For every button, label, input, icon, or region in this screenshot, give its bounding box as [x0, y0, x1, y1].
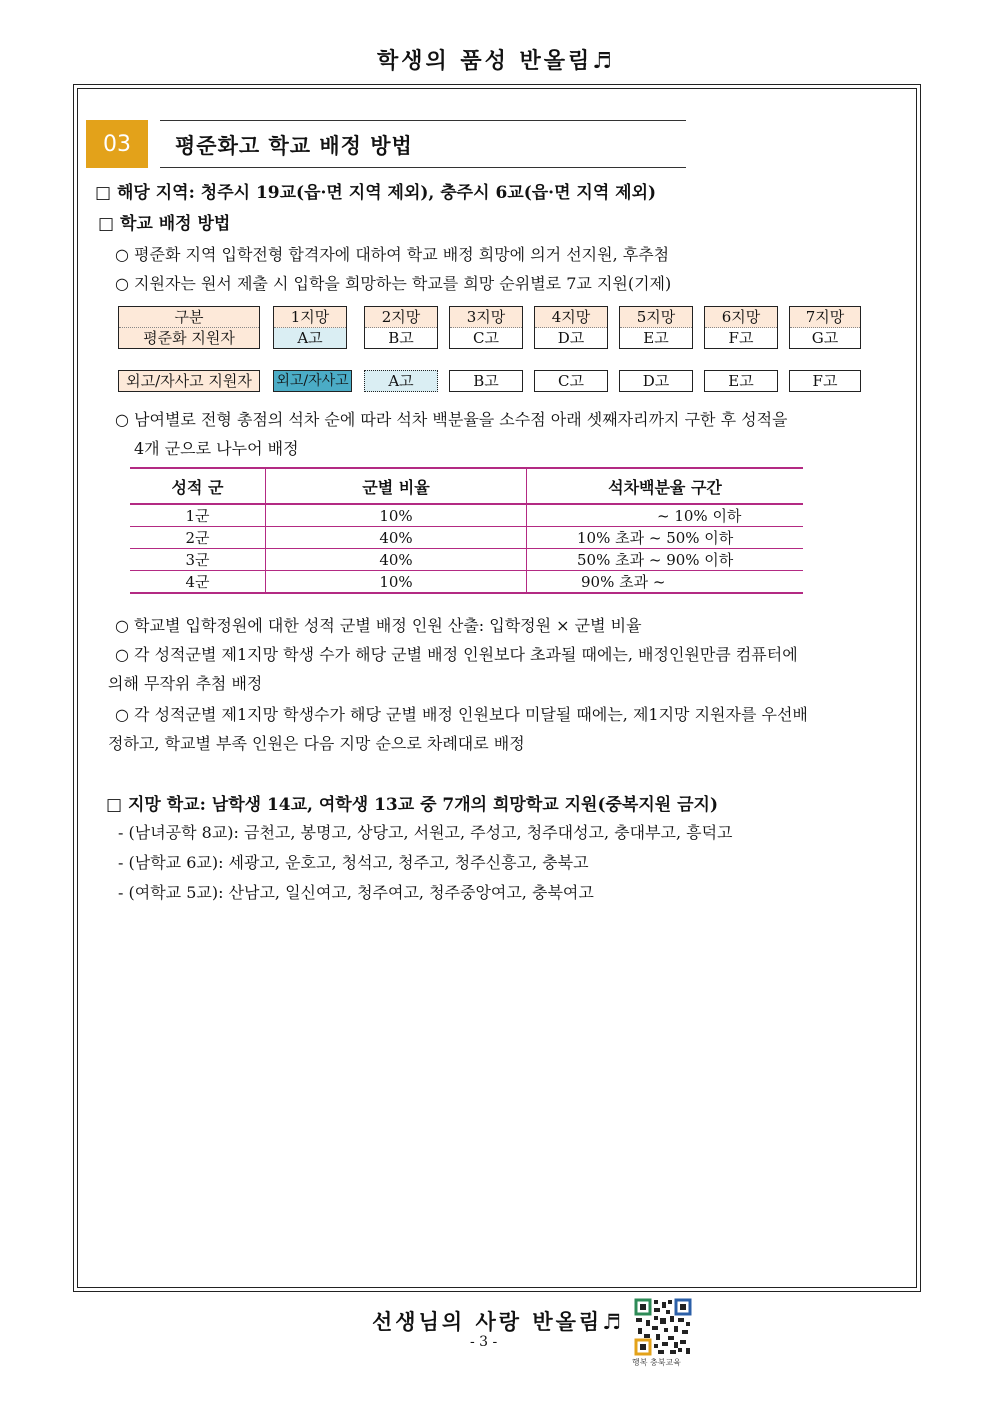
special-school-cell: D고	[619, 370, 693, 392]
choice-header-label: 구분	[119, 307, 259, 328]
ranking-line-1: ○ 남여별로 전형 총점의 석차 순에 따라 석차 백분율을 소수점 아래 셋째자리까지 구한 후 성적을	[115, 410, 788, 429]
score-group-table	[130, 467, 803, 594]
rule-2-line-1: ○ 각 성적군별 제1지망 학생 수가 해당 군별 배정 인원보다 초과될 때에는, 배정인원만큼 컴퓨터에	[115, 645, 798, 664]
girls-schools: - (여학교 5교): 산남고, 일신여고, 청주여고, 청주중앙여고, 충북여고	[118, 883, 594, 902]
choice-cell-3	[449, 306, 523, 349]
choice-school: A고	[274, 328, 346, 348]
range-cell: 50% 초과 ~ 90% 이하	[527, 549, 804, 571]
section-title: 평준화고 학교 배정 방법	[175, 133, 413, 158]
choice-school: B고	[388, 329, 414, 347]
group-cell: 4군	[130, 571, 266, 594]
choice-cell-4	[534, 306, 608, 349]
special-first-cell: 외고/자사고	[273, 370, 352, 392]
range-col-header: 석차백분율 구간	[527, 468, 804, 504]
rule-1: ○ 학교별 입학정원에 대한 성적 군별 배정 인원 산출: 입학정원 × 군별 비율	[115, 616, 642, 635]
section-top-rule	[160, 120, 686, 121]
choice-school: E고	[643, 329, 669, 347]
section-bottom-rule	[160, 167, 686, 168]
choice-rank: 3지망	[450, 307, 522, 328]
table-row	[130, 549, 803, 571]
range-cell: ~ 10% 이하	[527, 504, 804, 527]
special-school-cell: A고	[364, 370, 438, 392]
group-cell: 2군	[130, 527, 266, 549]
footer-title: 선생님의 사랑 반올림♬	[372, 1309, 625, 1334]
choice-school: C고	[473, 329, 499, 347]
choice-school: D고	[557, 329, 585, 347]
choice-rank: 6지망	[705, 307, 777, 328]
method-bullet-2: ○ 지원자는 원서 제출 시 입학을 희망하는 학교를 희망 순위별로 7교 지원(기제)	[115, 274, 672, 293]
page-header-title: 학생의 품성 반올림♬	[376, 48, 616, 74]
ratio-col-header: 군별 비율	[266, 468, 527, 504]
choice-rank: 7지망	[790, 307, 860, 328]
choice-rank: 5지망	[620, 307, 692, 328]
method-heading: □ 학교 배정 방법	[98, 214, 231, 234]
boys-schools: - (남학교 6교): 세광고, 운호고, 청석고, 청주고, 청주신흥고, 충북고	[118, 853, 589, 872]
choice-cell-2	[364, 306, 438, 349]
choice-cell-5	[619, 306, 693, 349]
rule-3-line-1: ○ 각 성적군별 제1지망 학생수가 해당 군별 배정 인원보다 미달될 때에는, 제1지망 지원자를 우선배	[115, 705, 808, 724]
ratio-cell: 10%	[266, 504, 527, 527]
table-row	[130, 504, 803, 527]
section-number: 03	[86, 120, 148, 168]
region-heading: □ 해당 지역: 청주시 19교(읍·면 지역 제외), 충주시 6교(읍·면 지역 제외)	[95, 183, 657, 203]
group-cell: 1군	[130, 504, 266, 527]
choice-label-cell	[118, 306, 260, 349]
method-bullet-1: ○ 평준화 지역 입학전형 합격자에 대하여 학교 배정 희망에 의거 선지원, 후추첨	[115, 245, 670, 264]
special-school-cell: E고	[704, 370, 778, 392]
ranking-line-2: 4개 군으로 나누어 배정	[134, 439, 299, 458]
special-school-cell: F고	[789, 370, 861, 392]
ratio-cell: 10%	[266, 571, 527, 594]
choice-rank: 4지망	[535, 307, 607, 328]
special-row-label: 외고/자사고 지원자	[118, 370, 260, 392]
special-school-cell: B고	[449, 370, 523, 392]
choice-cell-7	[789, 306, 861, 349]
group-cell: 3군	[130, 549, 266, 571]
choice-school: G고	[811, 329, 839, 347]
range-cell: 10% 초과 ~ 50% 이하	[527, 527, 804, 549]
ratio-cell: 40%	[266, 549, 527, 571]
group-col-header: 성적 군	[130, 468, 266, 504]
choice-cell-6	[704, 306, 778, 349]
rule-3-line-2: 정하고, 학교별 부족 인원은 다음 지망 순으로 차례대로 배정	[108, 734, 525, 753]
range-cell: 90% 초과 ~	[527, 571, 804, 594]
choice-rank: 1지망	[274, 307, 346, 328]
choice-cell-1	[273, 306, 347, 349]
choice-row-label: 평준화 지원자	[143, 329, 235, 347]
qr-caption: 행복 충북교육	[632, 1358, 681, 1367]
page-number: - 3 -	[470, 1334, 498, 1350]
ratio-cell: 40%	[266, 527, 527, 549]
choice-rank: 2지망	[365, 307, 437, 328]
choice-school: F고	[728, 329, 754, 347]
rule-2-line-2: 의해 무작위 추첨 배정	[108, 674, 263, 693]
qr-code-icon	[634, 1298, 692, 1356]
special-school-cell: C고	[534, 370, 608, 392]
coed-schools: - (남녀공학 8교): 금천고, 봉명고, 상당고, 서원고, 주성고, 청주대성고, 충대부고, 흥덕고	[118, 823, 733, 842]
table-row	[130, 527, 803, 549]
schools-heading: □ 지망 학교: 남학생 14교, 여학생 13교 중 7개의 희망학교 지원(중복지원 금지)	[106, 795, 718, 815]
table-row	[130, 571, 803, 594]
